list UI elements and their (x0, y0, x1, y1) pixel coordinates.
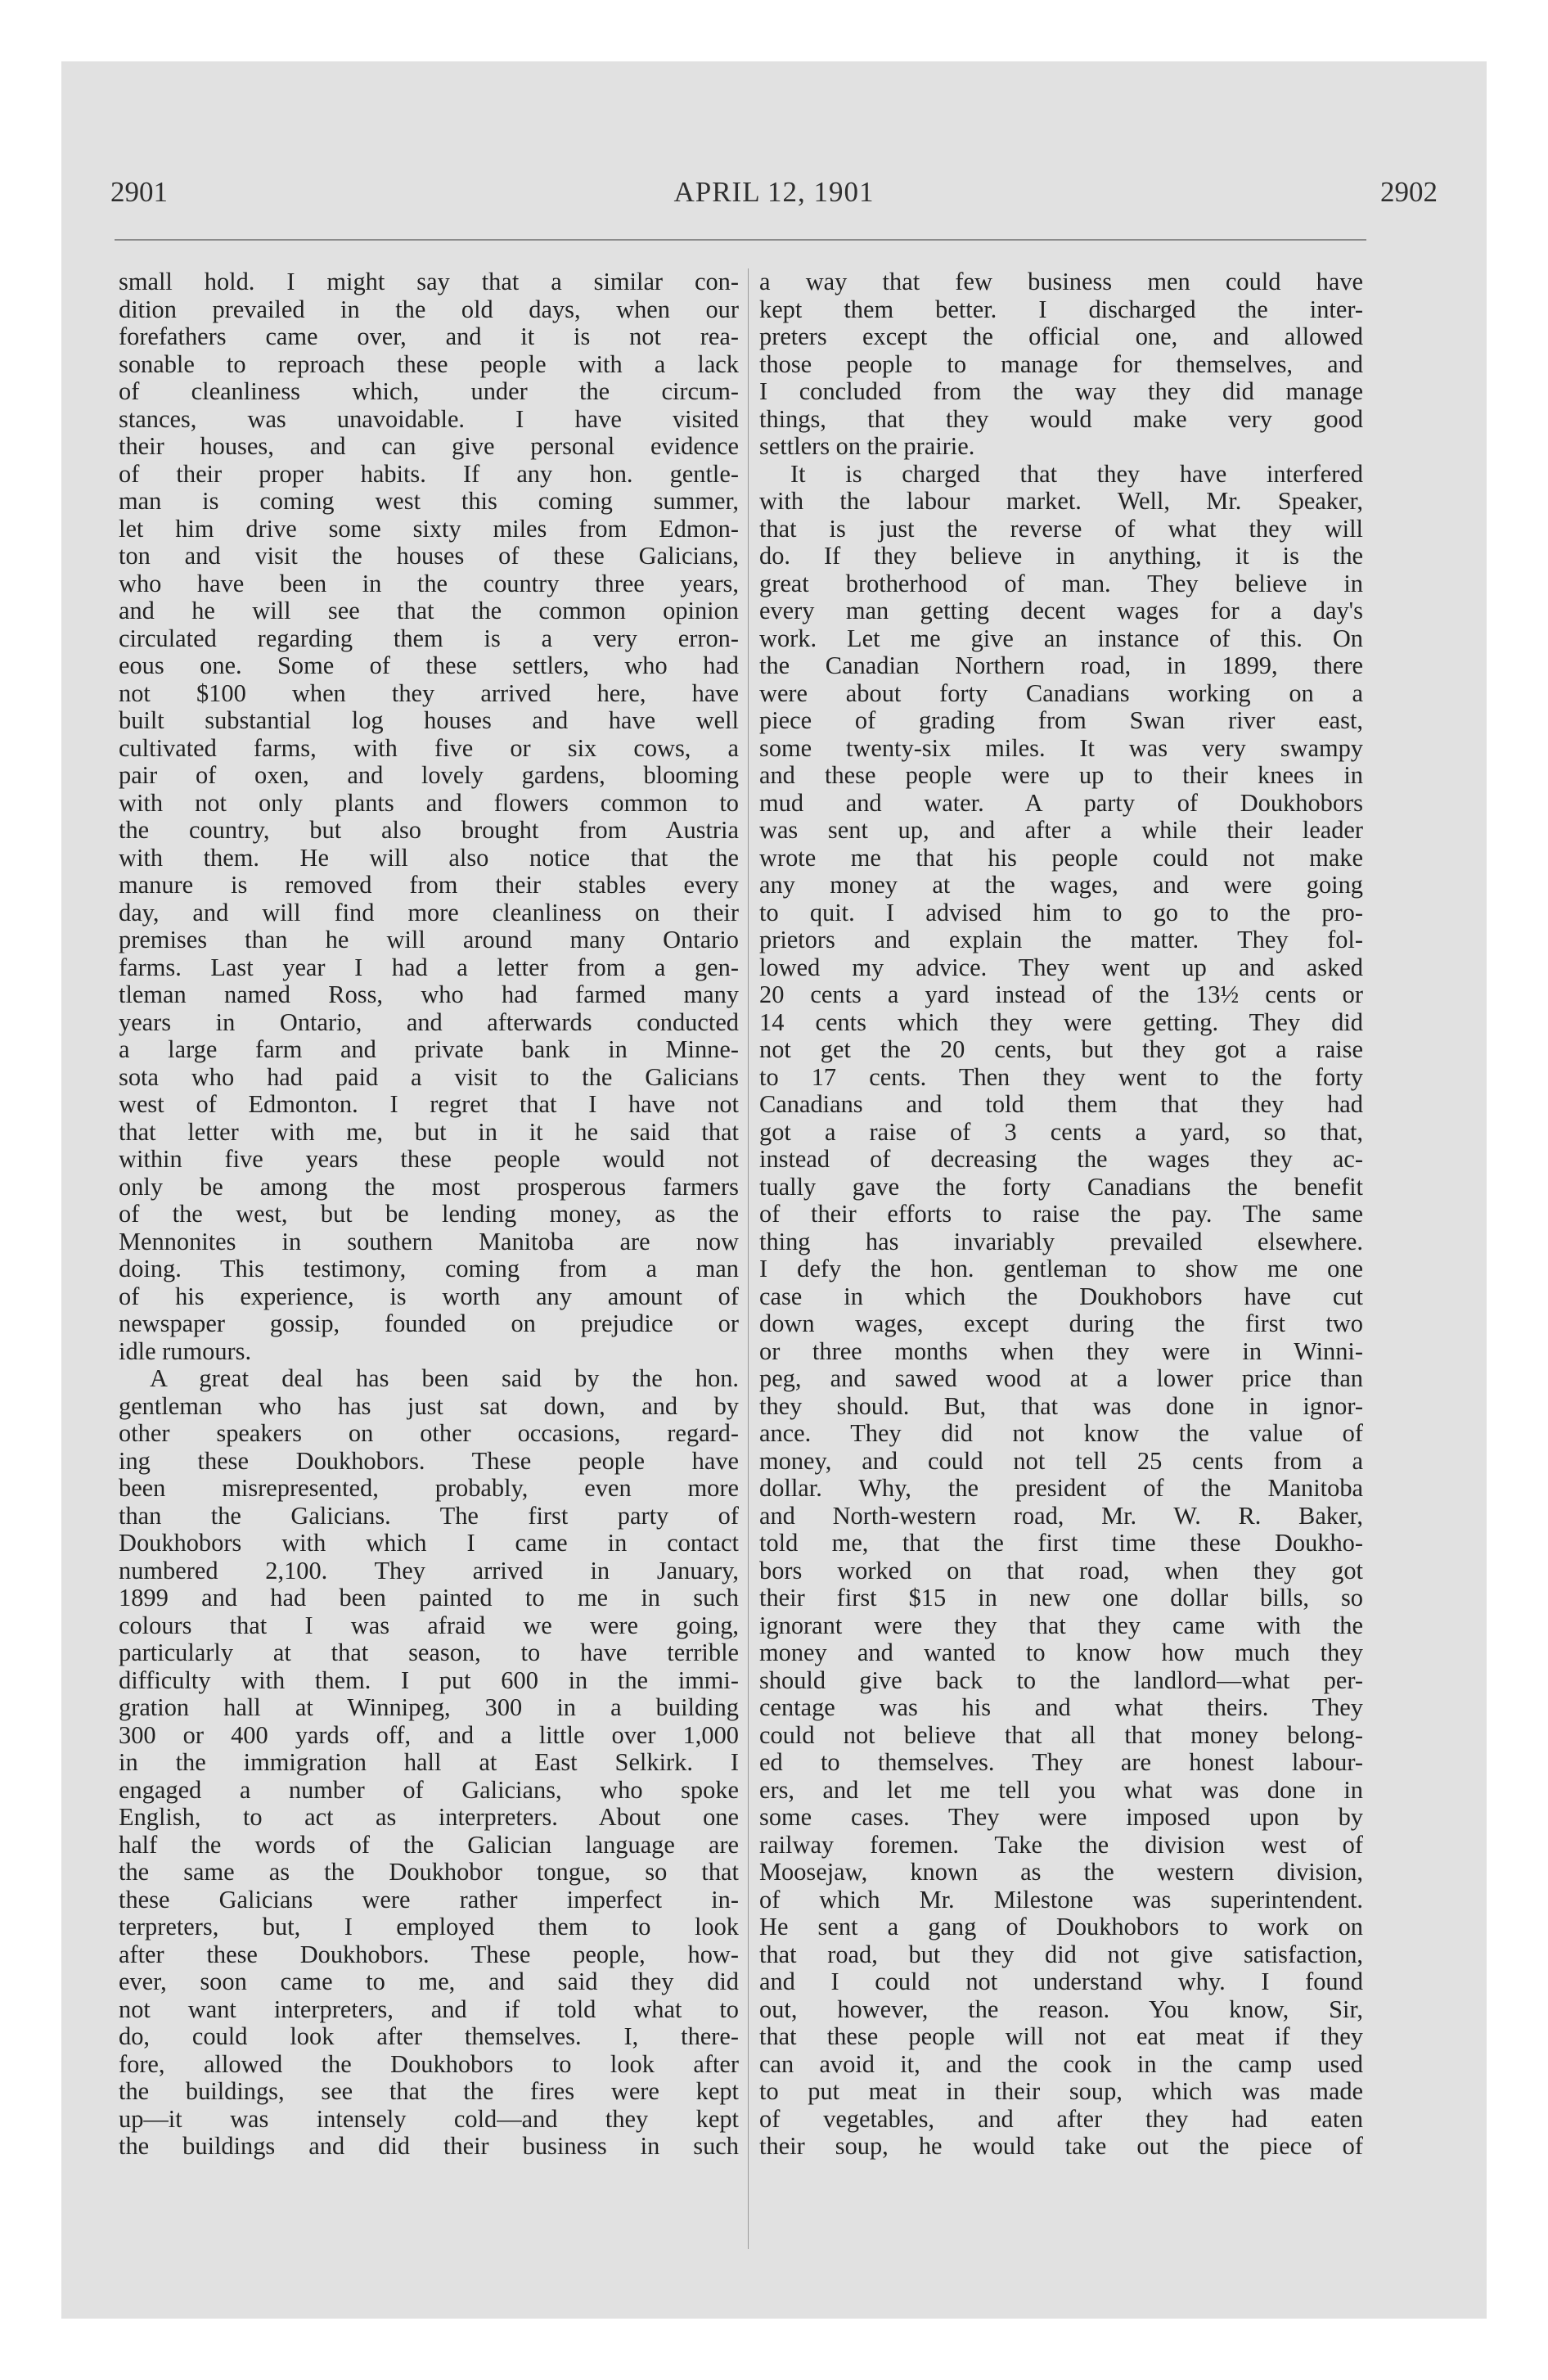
right-column-line: He sent a gang of Doukhobors to work on (759, 1913, 1363, 1941)
right-column-line: ers, and let me tell you what was done in (759, 1775, 1363, 1804)
right-column-line: work. Let me give an instance of this. On (759, 624, 1363, 652)
right-column-line: ance. They did not know the value of (759, 1419, 1363, 1447)
left-column-line: the country, but also brought from Austria (119, 816, 739, 844)
right-column-line: of vegetables, and after they had eaten (759, 2104, 1363, 2133)
right-column-line: centage was his and what theirs. They (759, 1693, 1363, 1721)
left-column-line: the buildings, see that the fires were kept (119, 2077, 739, 2105)
left-column-line: pair of oxen, and lovely gardens, blooming (119, 761, 739, 789)
right-column-line: of which Mr. Milestone was superintendent. (759, 1885, 1363, 1913)
left-column-line: that letter with me, but in it he said that (119, 1117, 739, 1146)
right-column-line: peg, and sawed wood at a lower price than (759, 1364, 1363, 1392)
left-column-line: a large farm and private bank in Minne- (119, 1035, 739, 1063)
left-column-line: not $100 when they arrived here, have (119, 678, 739, 707)
right-column-line: ed to themselves. They are honest labour- (759, 1748, 1363, 1776)
right-column-line: kept them better. I discharged the inter- (759, 295, 1363, 323)
right-column-line: Moosejaw, known as the western division, (759, 1858, 1363, 1886)
right-column-line: they should. But, that was done in ignor- (759, 1391, 1363, 1420)
column-divider (748, 268, 749, 2249)
left-column-line: only be among the most prosperous farmers (119, 1172, 739, 1201)
left-column-line: eous one. Some of these settlers, who had (119, 651, 739, 679)
left-column-line: built substantial log houses and have well (119, 706, 739, 734)
left-column-line: years in Ontario, and afterwards conducted (119, 1007, 739, 1036)
right-column-line: their soup, he would take out the piece of (759, 2132, 1363, 2160)
right-column-line: money and wanted to know how much they (759, 1639, 1363, 1666)
right-column-line: out, however, the reason. You know, Sir, (759, 1995, 1363, 2023)
right-column-line: piece of grading from Swan river east, (759, 706, 1363, 734)
right-column-line: to quit. I advised him to go to the pro- (759, 898, 1363, 926)
left-column-line: not want interpreters, and if told what to (119, 1995, 739, 2023)
left-column-line: stances, was unavoidable. I have visited (119, 404, 739, 433)
left-column-line: and he will see that the common opinion (119, 597, 739, 624)
left-column-line: these Galicians were rather imperfect in- (119, 1885, 739, 1913)
right-column-line: that these people will not eat meat if they (759, 2022, 1363, 2050)
left-column-line: than the Galicians. The first party of (119, 1501, 739, 1530)
left-column-line: manure is removed from their stables every (119, 871, 739, 899)
right-column-line: to put meat in their soup, which was made (759, 2077, 1363, 2105)
right-column-line: to 17 cents. Then they went to the forty (759, 1062, 1363, 1091)
left-column-line: difficulty with them. I put 600 in the immi- (119, 1666, 739, 1694)
left-column-line: particularly at that season, to have terrible (119, 1639, 739, 1666)
right-column-line: every man getting decent wages for a day's (759, 597, 1363, 624)
left-column-line: their houses, and can give personal evidence (119, 432, 739, 460)
right-column-line: can avoid it, and the cook in the camp used (759, 2049, 1363, 2078)
left-column-line: tleman named Ross, who had farmed many (119, 980, 739, 1008)
right-column-line: money, and could not tell 25 cents from a (759, 1446, 1363, 1475)
right-column-line: any money at the wages, and were going (759, 871, 1363, 899)
left-column-line: in the immigration hall at East Selkirk. I (119, 1748, 739, 1776)
right-column-line: should give back to the landlord—what per- (759, 1666, 1363, 1694)
right-column-line: was sent up, and after a while their leader (759, 816, 1363, 844)
right-column-line: case in which the Doukhobors have cut (759, 1282, 1363, 1310)
left-column-line: sonable to reproach these people with a lack (119, 349, 739, 378)
right-column-line: I defy the hon. gentleman to show me one (759, 1255, 1363, 1282)
left-column-line: premises than he will around many Ontario (119, 926, 739, 953)
right-column-line: that is just the reverse of what they will (759, 514, 1363, 543)
left-column-line: terpreters, but, I employed them to look (119, 1913, 739, 1941)
right-column-line: mud and water. A party of Doukhobors (759, 788, 1363, 817)
right-column-line: instead of decreasing the wages they ac- (759, 1145, 1363, 1173)
left-column-line: newspaper gossip, founded on prejudice or (119, 1309, 739, 1337)
right-column-line: that road, but they did not give satisfaction, (759, 1940, 1363, 1968)
page-number-left: 2901 (110, 176, 168, 208)
left-column-line: dition prevailed in the old days, when our (119, 295, 739, 323)
left-column-line: Mennonites in southern Manitoba are now (119, 1227, 739, 1255)
left-column-line: gration hall at Winnipeg, 300 in a building (119, 1693, 739, 1721)
left-column-line: with them. He will also notice that the (119, 843, 739, 872)
right-column-line: prietors and explain the matter. They fol- (759, 926, 1363, 953)
right-column-line: dollar. Why, the president of the Manitoba (759, 1474, 1363, 1502)
left-column-line: of the west, but be lending money, as the (119, 1200, 739, 1228)
right-column-line: bors worked on that road, when they got (759, 1556, 1363, 1584)
right-column (759, 268, 1363, 2161)
right-column-line: a way that few business men could have (759, 268, 1363, 295)
right-column-line: 14 cents which they were getting. They did (759, 1007, 1363, 1036)
left-column-line: ton and visit the houses of these Galicians, (119, 542, 739, 570)
right-column-line: Canadians and told them that they had (759, 1090, 1363, 1118)
left-column-line: 1899 and had been painted to me in such (119, 1584, 739, 1611)
left-column-line: small hold. I might say that a similar con- (119, 268, 739, 295)
right-column-line: tually gave the forty Canadians the benefit (759, 1172, 1363, 1201)
right-column-line: and these people were up to their knees in (759, 761, 1363, 789)
left-column-line: half the words of the Galician language are (119, 1830, 739, 1859)
right-column-line: 20 cents a yard instead of the 13½ cents or (759, 980, 1363, 1008)
right-column-line: not get the 20 cents, but they got a raise (759, 1035, 1363, 1063)
right-column-line: thing has invariably prevailed elsewhere. (759, 1227, 1363, 1255)
right-column-line: down wages, except during the first two (759, 1309, 1363, 1337)
right-column-line: settlers on the prairie. (759, 432, 975, 460)
right-column-line: I concluded from the way they did manage (759, 377, 1363, 405)
right-column-line: great brotherhood of man. They believe in (759, 569, 1363, 597)
right-column-line: or three months when they were in Winni- (759, 1336, 1363, 1365)
left-column-line: man is coming west this coming summer, (119, 487, 739, 515)
left-column-line: of his experience, is worth any amount of (119, 1282, 739, 1310)
left-column-line: who have been in the country three years, (119, 569, 739, 597)
left-column-line: other speakers on other occasions, regard- (119, 1419, 739, 1447)
left-column-line: gentleman who has just sat down, and by (119, 1391, 739, 1420)
right-column-line: preters except the official one, and allowed (759, 322, 1363, 350)
left-column (119, 268, 739, 2161)
right-column-line: do. If they believe in anything, it is the (759, 542, 1363, 570)
right-column-line: their first $15 in new one dollar bills, so (759, 1584, 1363, 1611)
left-column-line: English, to act as interpreters. About one (119, 1803, 739, 1831)
left-column-line: A great deal has been said by the hon. (150, 1364, 739, 1392)
right-column-line: some cases. They were imposed upon by (759, 1803, 1363, 1831)
left-column-line: farms. Last year I had a letter from a gen- (119, 953, 739, 981)
right-column-line: wrote me that his people could not make (759, 843, 1363, 872)
right-column-line: with the labour market. Well, Mr. Speaker, (759, 487, 1363, 515)
left-column-line: ever, soon came to me, and said they did (119, 1968, 739, 1995)
right-column-line: and I could not understand why. I found (759, 1968, 1363, 1995)
left-column-line: let him drive some sixty miles from Edmon- (119, 514, 739, 543)
left-column-line: with not only plants and flowers common to (119, 788, 739, 817)
left-column-line: cultivated farms, with five or six cows, a (119, 733, 739, 762)
header-date: APRIL 12, 1901 (673, 176, 875, 208)
right-column-line: were about forty Canadians working on a (759, 678, 1363, 707)
right-column-line: of their efforts to raise the pay. The same (759, 1200, 1363, 1228)
left-column-line: colours that I was afraid we were going, (119, 1611, 739, 1639)
right-column-line: some twenty-six miles. It was very swampy (759, 733, 1363, 762)
header-rule (115, 239, 1366, 241)
right-column-line: could not believe that all that money belong- (759, 1720, 1363, 1749)
right-column-line: told me, that the first time these Doukho- (759, 1529, 1363, 1557)
left-column-line: numbered 2,100. They arrived in January, (119, 1556, 739, 1584)
left-column-line: the same as the Doukhobor tongue, so that (119, 1858, 739, 1886)
right-column-line: It is charged that they have interfered (790, 459, 1363, 488)
left-column-line: 300 or 400 yards off, and a little over 1,000 (119, 1720, 739, 1749)
left-column-line: ing these Doukhobors. These people have (119, 1446, 739, 1475)
right-column-line: things, that they would make very good (759, 404, 1363, 433)
left-column-line: forefathers came over, and it is not rea- (119, 322, 739, 350)
left-column-line: idle rumours. (119, 1336, 252, 1365)
left-column-line: day, and will find more cleanliness on their (119, 898, 739, 926)
right-column-line: and North-western road, Mr. W. R. Baker, (759, 1501, 1363, 1530)
left-column-line: circulated regarding them is a very erron- (119, 624, 739, 652)
right-column-line: those people to manage for themselves, and (759, 349, 1363, 378)
left-column-line: after these Doukhobors. These people, how- (119, 1940, 739, 1968)
right-column-line: the Canadian Northern road, in 1899, there (759, 651, 1363, 679)
left-column-line: within five years these people would not (119, 1145, 739, 1173)
left-column-line: the buildings and did their business in such (119, 2132, 739, 2160)
left-column-line: been misrepresented, probably, even more (119, 1474, 739, 1502)
page-number-right: 2902 (1380, 176, 1438, 208)
left-column-line: do, could look after themselves. I, there- (119, 2022, 739, 2050)
left-column-line: fore, allowed the Doukhobors to look after (119, 2049, 739, 2078)
right-column-line: railway foremen. Take the division west of (759, 1830, 1363, 1859)
left-column-line: of cleanliness which, under the circum- (119, 377, 739, 405)
right-column-line: got a raise of 3 cents a yard, so that, (759, 1117, 1363, 1146)
left-column-line: west of Edmonton. I regret that I have not (119, 1090, 739, 1118)
page-header (110, 176, 1438, 217)
left-column-line: doing. This testimony, coming from a man (119, 1255, 739, 1282)
right-column-line: ignorant were they that they came with the (759, 1611, 1363, 1639)
right-column-line: lowed my advice. They went up and asked (759, 953, 1363, 981)
left-column-line: engaged a number of Galicians, who spoke (119, 1775, 739, 1804)
left-column-line: of their proper habits. If any hon. gentle- (119, 459, 739, 488)
left-column-line: sota who had paid a visit to the Galicians (119, 1062, 739, 1091)
left-column-line: Doukhobors with which I came in contact (119, 1529, 739, 1557)
left-column-line: up—it was intensely cold—and they kept (119, 2104, 739, 2133)
